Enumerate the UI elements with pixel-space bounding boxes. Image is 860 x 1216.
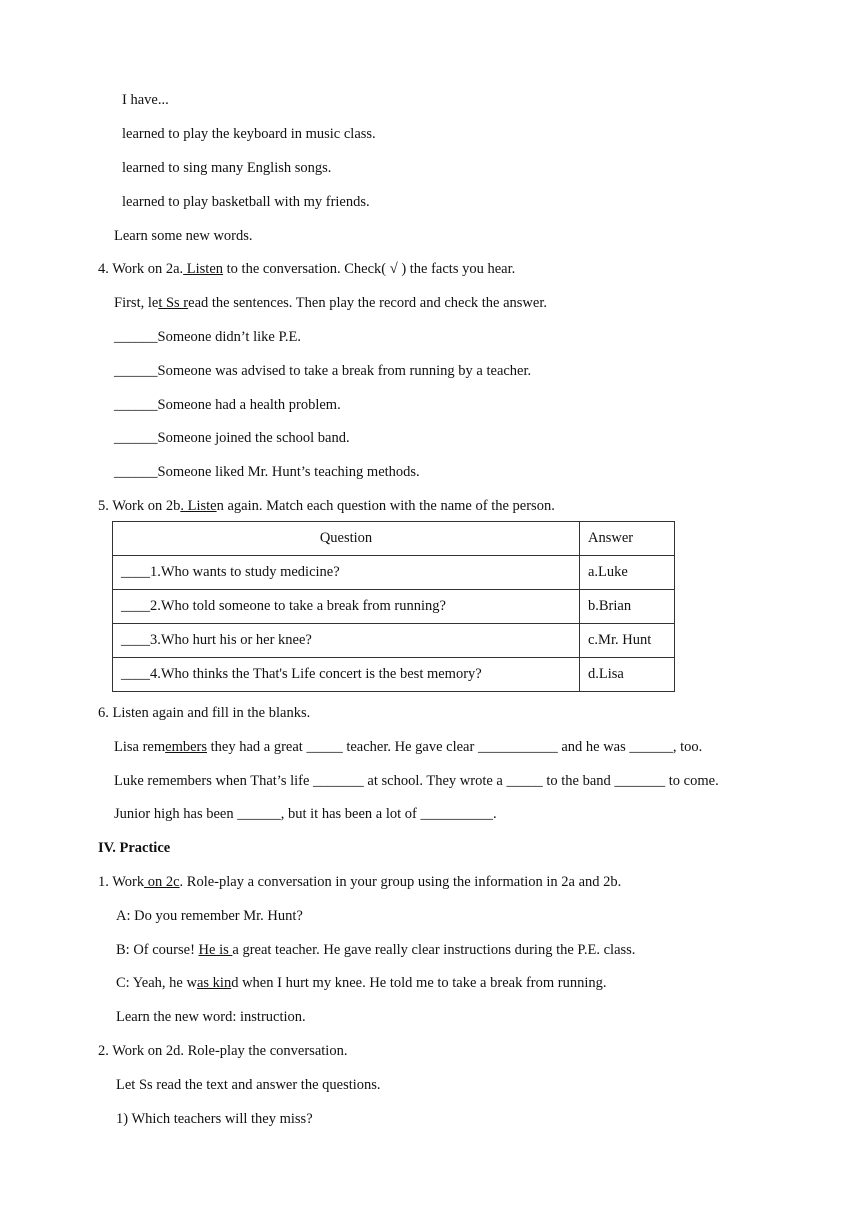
dialogue-a: A: Do you remember Mr. Hunt? — [116, 908, 303, 924]
answer-cell: b.Brian — [580, 590, 675, 624]
fill-blank-line-3: Junior high has been ______, but it has been a lot of __________. — [114, 806, 497, 822]
step4-instructions: First, let Ss read the sentences. Then play the record and check the answer. — [114, 295, 547, 311]
question-cell: ____3.Who hurt his or her knee? — [113, 624, 580, 658]
learned-item-2: learned to sing many English songs. — [122, 160, 332, 176]
practice-step2: 2. Work on 2d. Role-play the conversation. — [98, 1043, 348, 1059]
practice-step2-instructions: Let Ss read the text and answer the questions. — [116, 1077, 381, 1093]
answer-cell: a.Luke — [580, 556, 675, 590]
fill-blank-line-2: Luke remembers when That’s life _______ at school. They wrote a _____ to the band _______ to come. — [114, 773, 719, 789]
learned-item-3: learned to play basketball with my friends. — [122, 194, 370, 210]
fill-blank-line-1: Lisa remembers they had a great _____ teacher. He gave clear ___________ and he was ______, too. — [114, 739, 703, 755]
i-have-line: I have... — [122, 92, 169, 108]
table-row — [113, 590, 675, 624]
fact-item: ______Someone joined the school band. — [114, 430, 350, 446]
table-row — [113, 658, 675, 692]
fact-item: ______Someone was advised to take a break from running by a teacher. — [114, 363, 532, 379]
question-1: 1) Which teachers will they miss? — [116, 1111, 313, 1127]
new-words-line: Learn some new words. — [114, 228, 253, 244]
match-table — [112, 521, 675, 692]
question-cell: ____4.Who thinks the That's Life concert is the best memory? — [113, 658, 580, 692]
fact-item: ______Someone had a health problem. — [114, 397, 341, 413]
practice-step1: 1. Work on 2c. Role-play a conversation in your group using the information in 2a and 2b. — [98, 874, 622, 890]
practice-heading: IV. Practice — [98, 840, 171, 856]
step5-title: 5. Work on 2b. Listen again. Match each question with the name of the person. — [98, 498, 555, 514]
fact-item: ______Someone didn’t like P.E. — [114, 329, 302, 345]
answer-cell: d.Lisa — [580, 658, 675, 692]
question-header: Question — [113, 522, 580, 556]
table-row — [113, 624, 675, 658]
answer-cell: c.Mr. Hunt — [580, 624, 675, 658]
question-cell: ____2.Who told someone to take a break from running? — [113, 590, 580, 624]
answer-header: Answer — [580, 522, 675, 556]
step4-title: 4. Work on 2a. Listen to the conversation. Check( √ ) the facts you hear. — [98, 261, 516, 277]
step6-title: 6. Listen again and fill in the blanks. — [98, 705, 311, 721]
table-header-row — [113, 522, 675, 556]
table-row — [113, 556, 675, 590]
new-word-line: Learn the new word: instruction. — [116, 1009, 306, 1025]
learned-item-1: learned to play the keyboard in music class. — [122, 126, 376, 142]
dialogue-c: C: Yeah, he was kind when I hurt my knee. He told me to take a break from running. — [116, 975, 607, 991]
fact-item: ______Someone liked Mr. Hunt’s teaching methods. — [114, 464, 420, 480]
dialogue-b: B: Of course! He is a great teacher. He gave really clear instructions during the P.E. class. — [116, 942, 636, 958]
question-cell: ____1.Who wants to study medicine? — [113, 556, 580, 590]
